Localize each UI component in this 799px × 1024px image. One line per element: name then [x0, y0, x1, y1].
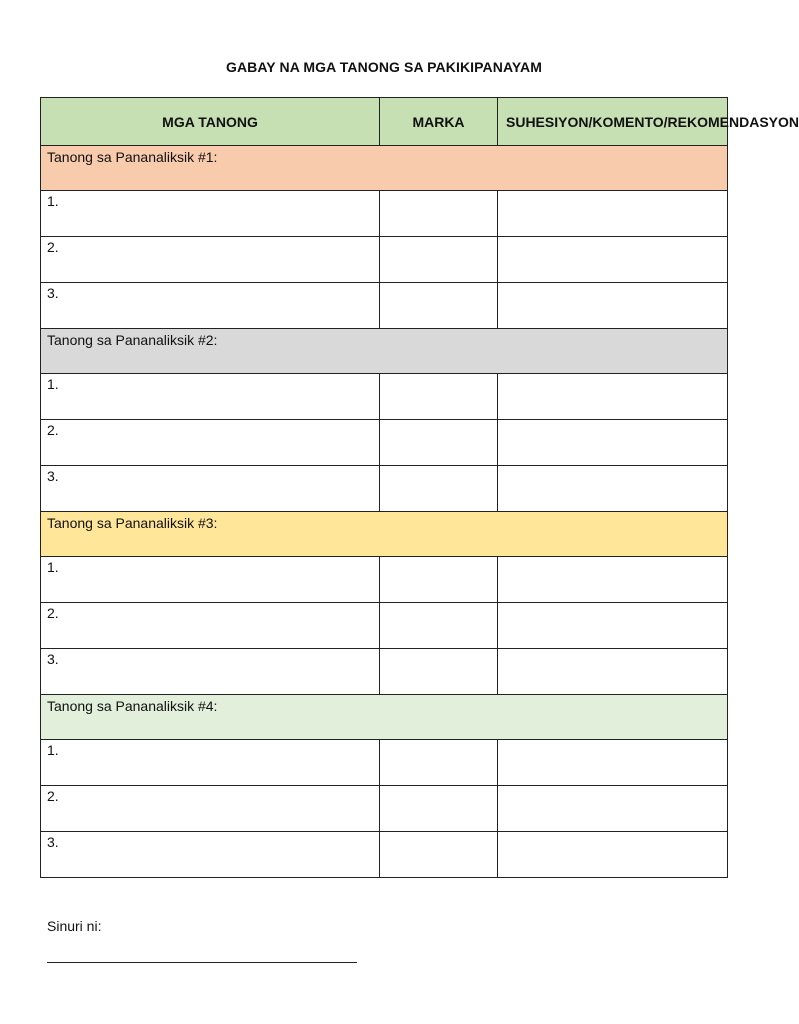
- score-cell[interactable]: [380, 420, 498, 466]
- table-row: [41, 374, 728, 420]
- score-cell[interactable]: [380, 374, 498, 420]
- question-cell[interactable]: 3.: [41, 283, 380, 329]
- header-score: MARKA: [380, 98, 498, 146]
- section-row-1: [41, 146, 728, 191]
- table-row: [41, 283, 728, 329]
- section-label: Tanong sa Pananaliksik #1:: [41, 146, 728, 191]
- table-row: [41, 420, 728, 466]
- score-cell[interactable]: [380, 283, 498, 329]
- document-title: GABAY NA MGA TANONG SA PAKIKIPANAYAM: [225, 59, 543, 75]
- score-cell[interactable]: [380, 786, 498, 832]
- header-row: [41, 98, 728, 146]
- score-cell[interactable]: [380, 191, 498, 237]
- question-cell[interactable]: 2.: [41, 420, 380, 466]
- remarks-cell[interactable]: [498, 420, 728, 466]
- table-row: [41, 191, 728, 237]
- remarks-cell[interactable]: [498, 786, 728, 832]
- remarks-cell[interactable]: [498, 649, 728, 695]
- question-cell[interactable]: 2.: [41, 237, 380, 283]
- table-row: [41, 740, 728, 786]
- remarks-cell[interactable]: [498, 191, 728, 237]
- question-cell[interactable]: 2.: [41, 603, 380, 649]
- table-row: [41, 786, 728, 832]
- table-row: [41, 603, 728, 649]
- remarks-cell[interactable]: [498, 740, 728, 786]
- question-cell[interactable]: 2.: [41, 786, 380, 832]
- remarks-cell[interactable]: [498, 283, 728, 329]
- remarks-cell[interactable]: [498, 374, 728, 420]
- question-cell[interactable]: 3.: [41, 466, 380, 512]
- question-cell[interactable]: 3.: [41, 832, 380, 878]
- section-row-2: [41, 329, 728, 374]
- question-cell[interactable]: 1.: [41, 374, 380, 420]
- score-cell[interactable]: [380, 649, 498, 695]
- remarks-cell[interactable]: [498, 237, 728, 283]
- header-remarks: SUHESIYON/KOMENTO/REKOMENDASYON: [498, 98, 728, 146]
- question-cell[interactable]: 1.: [41, 557, 380, 603]
- table-row: [41, 466, 728, 512]
- interview-guide-table: [40, 97, 799, 878]
- table-row: [41, 237, 728, 283]
- signature-line[interactable]: [47, 962, 357, 963]
- table-row: [41, 649, 728, 695]
- header-questions: MGA TANONG: [41, 98, 380, 146]
- reviewed-by-label: Sinuri ni:: [47, 918, 102, 934]
- section-row-3: [41, 512, 728, 557]
- score-cell[interactable]: [380, 237, 498, 283]
- table-row: [41, 557, 728, 603]
- score-cell[interactable]: [380, 557, 498, 603]
- score-cell[interactable]: [380, 832, 498, 878]
- remarks-cell[interactable]: [498, 832, 728, 878]
- section-label: Tanong sa Pananaliksik #3:: [41, 512, 728, 557]
- remarks-cell[interactable]: [498, 557, 728, 603]
- score-cell[interactable]: [380, 740, 498, 786]
- remarks-cell[interactable]: [498, 603, 728, 649]
- section-label: Tanong sa Pananaliksik #2:: [41, 329, 728, 374]
- section-label: Tanong sa Pananaliksik #4:: [41, 695, 728, 740]
- question-cell[interactable]: 3.: [41, 649, 380, 695]
- table-row: [41, 832, 728, 878]
- remarks-cell[interactable]: [498, 466, 728, 512]
- question-cell[interactable]: 1.: [41, 740, 380, 786]
- section-row-4: [41, 695, 728, 740]
- score-cell[interactable]: [380, 466, 498, 512]
- score-cell[interactable]: [380, 603, 498, 649]
- question-cell[interactable]: 1.: [41, 191, 380, 237]
